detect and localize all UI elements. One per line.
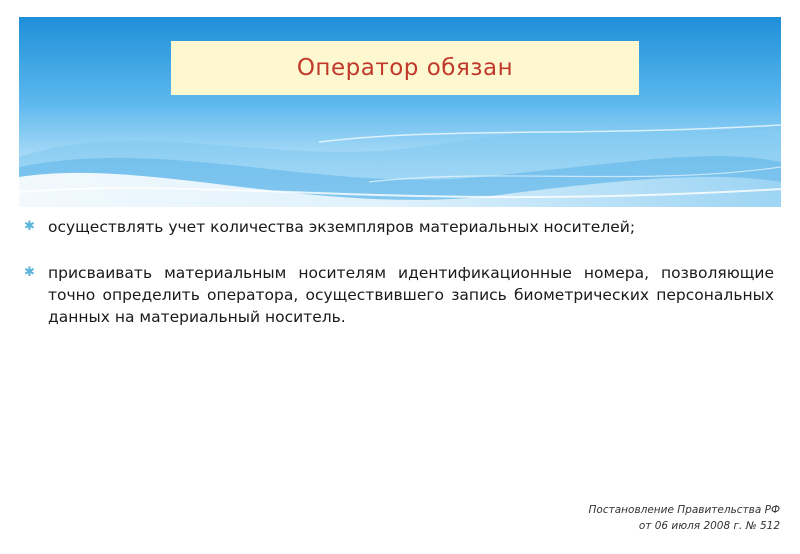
header-banner (19, 17, 781, 207)
bullet-text: присваивать материальным носителям идентификационные номера, позволяющие точно определить оператора, осуществившего запись биометрических персональных данных на материальный носитель. (48, 264, 774, 326)
asterisk-icon: ✱ (24, 265, 35, 280)
source-citation (589, 502, 780, 534)
asterisk-icon: ✱ (24, 219, 35, 234)
bullet-text: осуществлять учет количества экземпляров материальных носителей; (48, 218, 636, 236)
source-line-1: Постановление Правительства РФ (588, 504, 780, 516)
bullet-list (24, 216, 774, 352)
source-line-2: от 06 июля 2008 г. № 512 (638, 520, 780, 532)
bullet-item (24, 216, 774, 238)
bullet-item (24, 262, 774, 328)
slide-title: Оператор обязан (296, 55, 514, 81)
title-box (171, 41, 639, 95)
